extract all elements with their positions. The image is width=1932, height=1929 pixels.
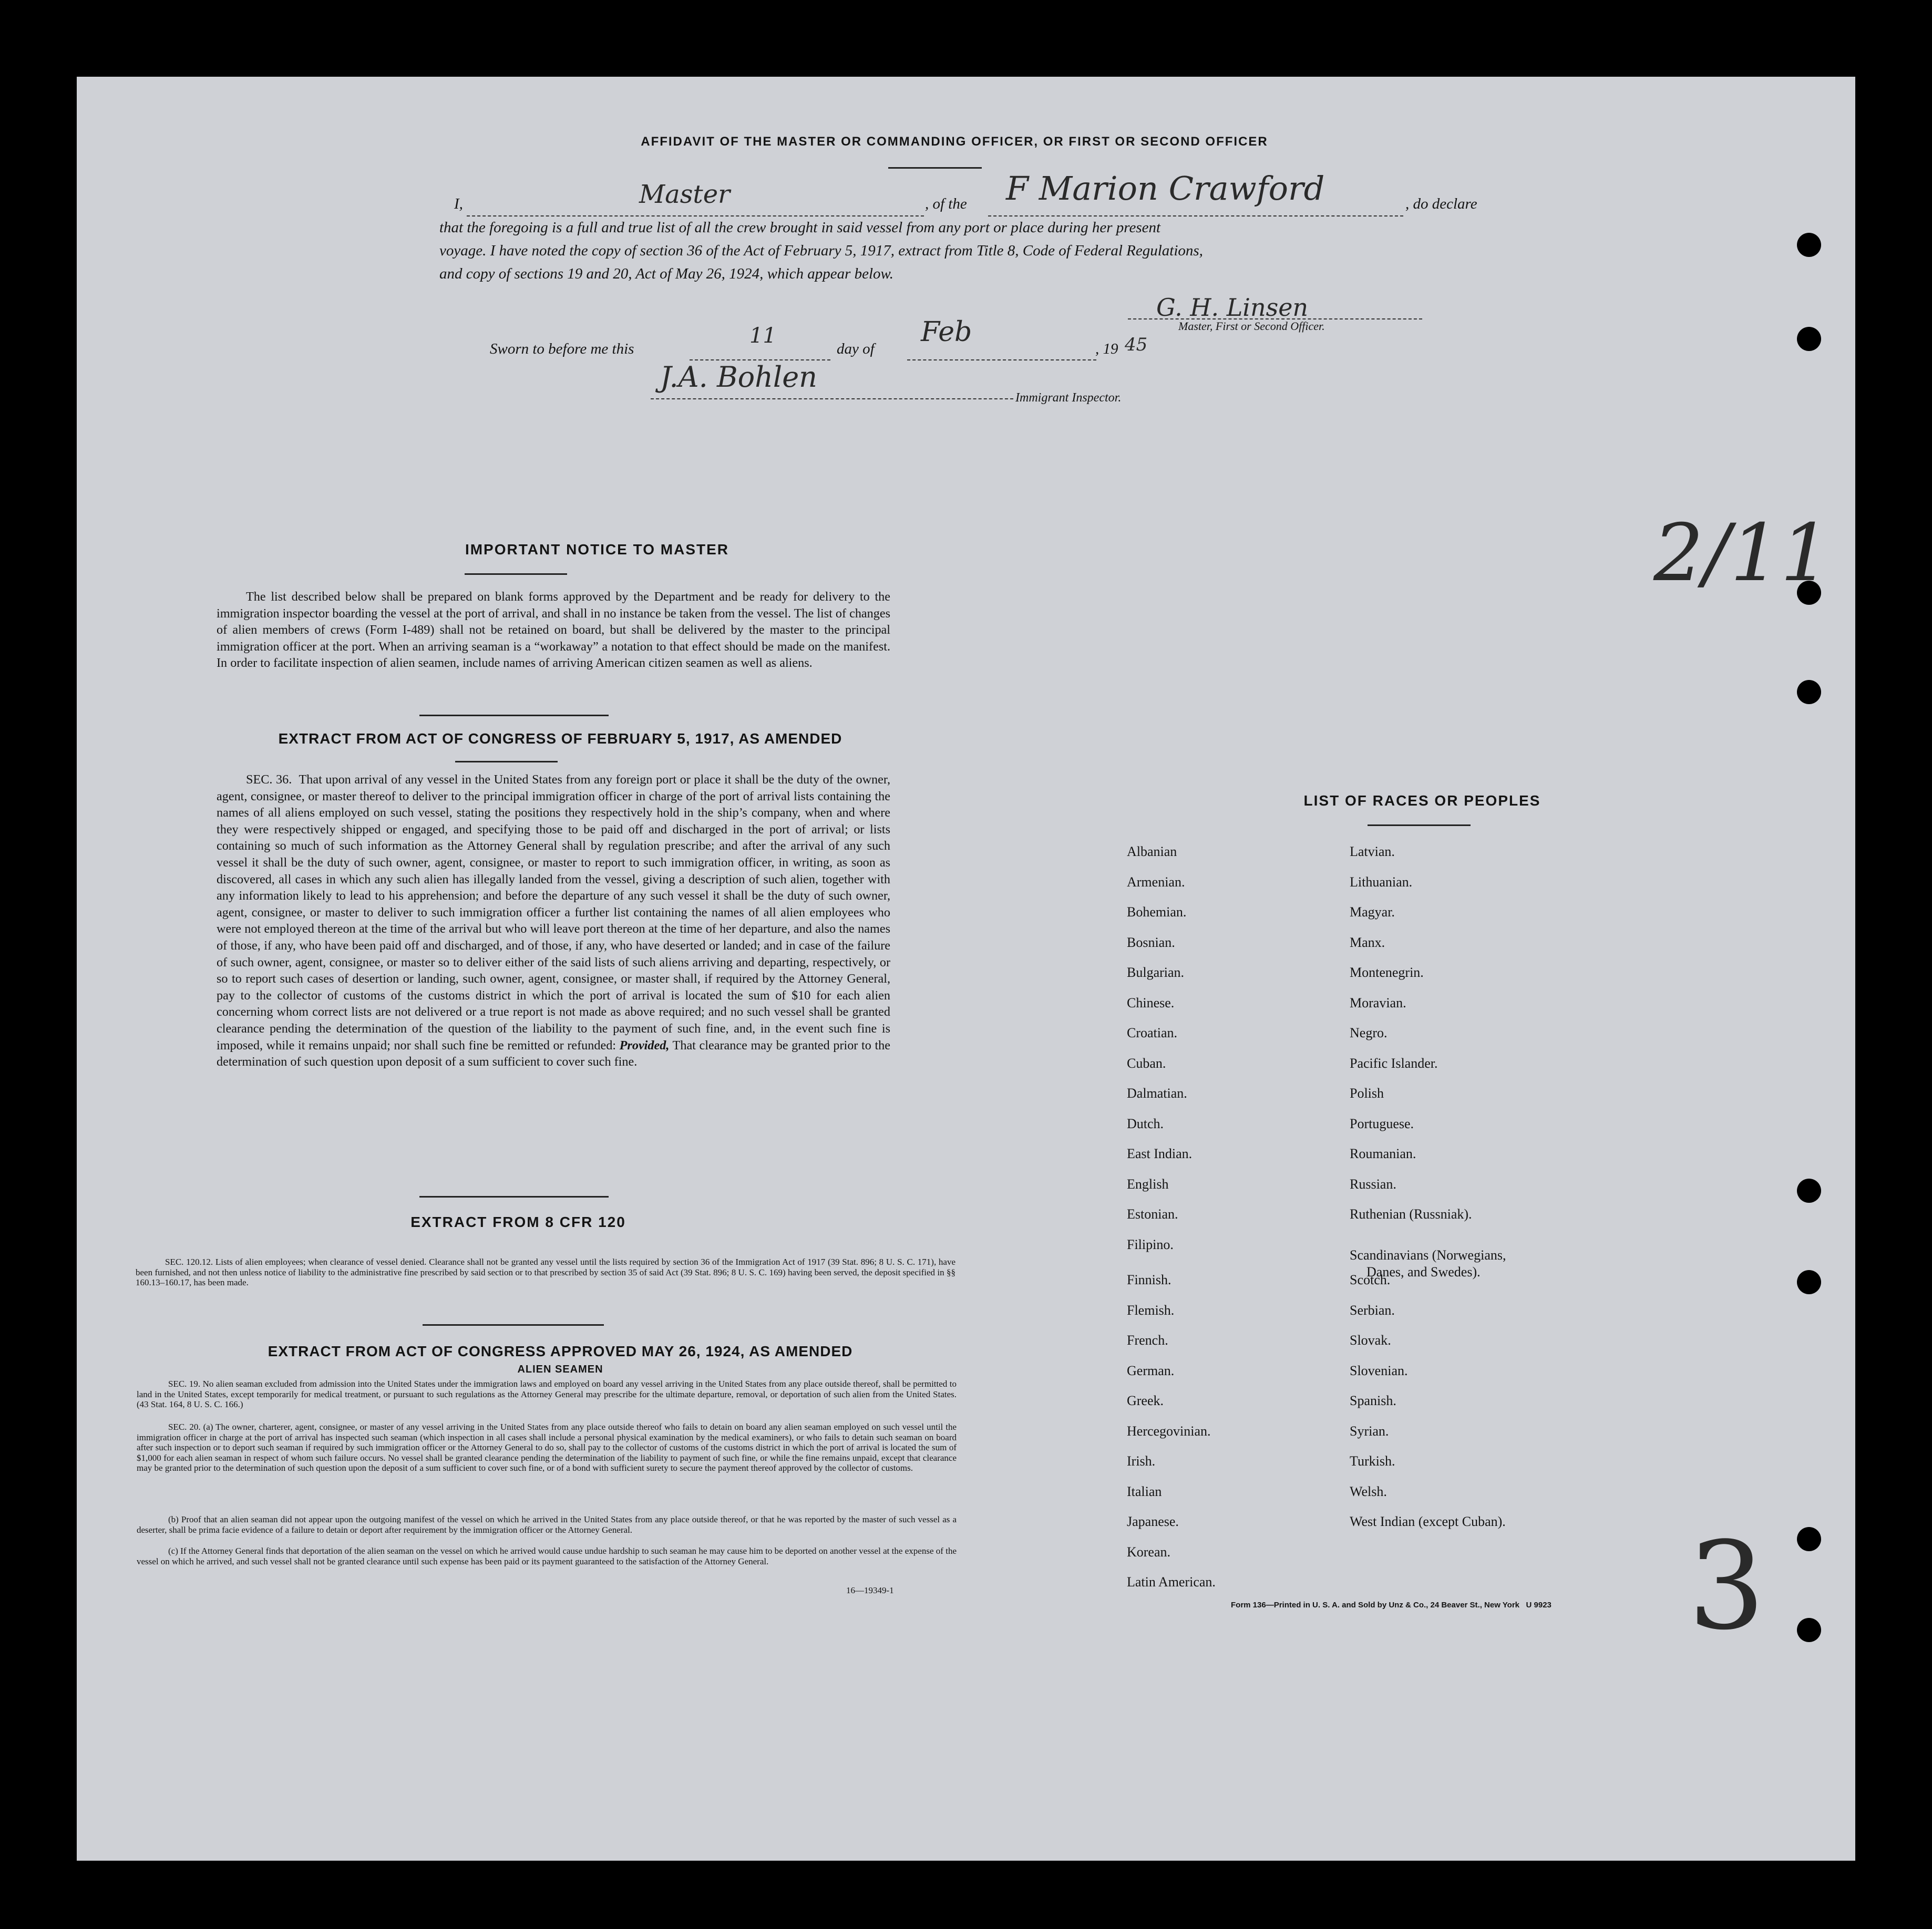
race-item: Dutch. [1127, 1116, 1164, 1131]
race-item: English [1127, 1176, 1169, 1192]
race-item: Scotch. [1350, 1272, 1391, 1287]
race-item: Ruthenian (Russniak). [1350, 1206, 1472, 1222]
document-page [77, 77, 1855, 1861]
extract-1917-title: EXTRACT FROM ACT OF CONGRESS OF FEBRUARY 5, 1917, AS AMENDED [278, 730, 842, 747]
extract-1917-body [217, 771, 890, 1070]
handwritten-rank: Master [639, 180, 731, 209]
race-item: Greek. [1127, 1393, 1164, 1408]
inspector-fill-line [651, 398, 1013, 399]
form-footer: Form 136—Printed in U. S. A. and Sold by Unz & Co., 24 Beaver St., New York U 9923 [1231, 1601, 1551, 1610]
inspector-signature: J.A. Bohlen [660, 360, 817, 394]
divider-rule [423, 1324, 604, 1326]
race-item: Latvian. [1350, 844, 1395, 859]
race-item: Korean. [1127, 1544, 1171, 1560]
race-item: Scandinavians (Norwegians, [1350, 1247, 1506, 1263]
race-item: Turkish. [1350, 1453, 1395, 1469]
title-rule [888, 167, 982, 169]
affidavit-line-3: voyage. I have noted the copy of section 36 of the Act of February 5, 1917, extract from Title 8, Code of Federal Regulations, [439, 242, 1203, 259]
race-item: Pacific Islander. [1350, 1055, 1438, 1071]
cfr-body: SEC. 120.12. Lists of alien employees; when clearance of vessel denied. Clearance shall not be granted any vessel until the lists required by section 36 of the Immigration Act of 1917 (39 Stat. 896; 8 U. S. C. 171), have been furnished, and not then unless notice of liability to the administrative fine prescribed by said section or to that prescribed by section 35 of said Act (39 Stat. 896; 8 U. S. C. 169) having been served, the deposit specified in §§ 160.13–160.17, has been made. [136, 1257, 955, 1288]
race-item: Danes, and Swedes). [1366, 1264, 1481, 1280]
race-item: Moravian. [1350, 995, 1406, 1010]
race-item: Slovak. [1350, 1333, 1391, 1348]
race-item: Dalmatian. [1127, 1086, 1187, 1101]
notice-title: IMPORTANT NOTICE TO MASTER [465, 541, 729, 558]
sec-20a-text: SEC. 20. (a) The owner, charterer, agent, consignee, or master of any vessel arriving in the United States from any place outside thereof who fails to detain on board any alien seaman employed on such vessel until the immigration officer in charge at the port of arrival has inspected such seaman (which inspection in all cases shall include a personal physical examination by the medical examiners), or who fails to detain such seaman on board after such inspection or to deport such seaman if required by such immigration officer or the Attorney General to do so, shall pay to the collector of customs of the customs district in which the port of arrival is located the sum of $1,000 for each alien seaman in respect of whom such failure occurs. No vessel shall be granted clearance pending the determination of the liability to payment of such fine, or while the fine remains unpaid, except that clearance may be granted prior to the determination of such question upon the deposit of a sum sufficient to cover such fine, or of a bond with sufficient surety to secure the payment thereof approved by the collector of customs. [137, 1422, 957, 1473]
race-item: East Indian. [1127, 1146, 1193, 1161]
race-item: Lithuanian. [1350, 874, 1413, 890]
sec-36-tail: That clearance may be granted prior to the determination of such question upon deposit of a sum sufficient to cover such fine. [217, 1038, 890, 1069]
sec-36-label: SEC. 36. [246, 772, 292, 787]
race-item: Irish. [1127, 1453, 1156, 1469]
month-fill-line [907, 359, 1096, 360]
rank-fill-line [467, 215, 924, 216]
race-item: Cuban. [1127, 1055, 1166, 1071]
vessel-fill-line [988, 215, 1403, 216]
race-item: Syrian. [1350, 1423, 1389, 1439]
punch-hole [1797, 1179, 1821, 1203]
divider-rule [419, 1196, 609, 1198]
race-item: Italian [1127, 1483, 1162, 1499]
handwritten-year: 45 [1125, 334, 1148, 355]
race-item: Russian. [1350, 1176, 1396, 1192]
race-item: German. [1127, 1363, 1175, 1378]
punch-hole [1797, 1618, 1821, 1642]
race-item: Chinese. [1127, 995, 1175, 1010]
punch-hole [1797, 1270, 1821, 1294]
race-item: French. [1127, 1333, 1168, 1348]
race-item: Slovenian. [1350, 1363, 1408, 1378]
race-item: Armenian. [1127, 874, 1185, 890]
divider-rule [419, 715, 609, 716]
punch-hole [1797, 327, 1821, 351]
race-item: Portuguese. [1350, 1116, 1414, 1131]
handwritten-vessel-name: F Marion Crawford [1006, 169, 1325, 208]
sec-36-text: That upon arrival of any vessel in the United States from any foreign port or place it shall be the duty of the owner, agent, consignee, or master thereof to deliver to the principal immigration officer in charge of the port of arrival lists containing the names of all aliens employed on such vessel, stating the positions they respectively hold in the ship’s company, when and where they were respectively shipped or engaged, and specifying those to be paid off and discharged in the port of arrival; or lists containing so much of such information as the Attorney General shall by regulation prescribe; and after the arrival of any such vessel it shall be the duty of such owner, agent, consignee, or master to report to such immigration officer, in writing, as soon as discovered, all cases in which any such alien has illegally landed from the vessel, giving a description of such alien, together with any information likely to lead to his apprehension; and before the departure of any such vessel it shall be the duty of such owner, agent, consignee, or master to deliver to such immigration officer a further list containing the names of all alien employees who were not employed thereon at the time of the arrival but who will leave port thereon at the time of her departure, and also the names of those, if any, who have been paid off and discharged, and of those, if any, who have deserted or landed; and in case of the failure of such owner, agent, consignee, or master so to deliver either of the said lists of such aliens arriving and departing, respectively, or so to report such cases of desertion or landing, such owner, agent, consignee, or master shall, if required by the Attorney General, pay to the collector of customs of the customs district in which the port of arrival is located the sum of $10 for each alien concerning whom correct lists are not delivered or a true report is not made as above required; and no such vessel shall be granted clearance pending the determination of the question of the liability to the payment of such fine, and, in the event such fine is imposed, while it remains unpaid; nor shall such fine be remitted or refunded: [217, 772, 890, 1053]
race-item: Negro. [1350, 1025, 1388, 1040]
punch-hole [1797, 233, 1821, 257]
affidavit-of-the: , of the [925, 195, 967, 212]
sec-20c-text: (c) If the Attorney General finds that deportation of the alien seaman on the vessel on which he arrived would cause undue hardship to such seaman he may cause him to be deported on another vessel at the expense of the vessel on which he arrived, and such vessel shall not be granted clearance until such expense has been paid or its payment guaranteed to the satisfaction of the Attorney General. [137, 1546, 957, 1566]
race-item: Serbian. [1350, 1302, 1395, 1318]
sworn-text: Sworn to before me this [490, 341, 634, 357]
race-item: Magyar. [1350, 904, 1395, 920]
race-item: Latin American. [1127, 1574, 1216, 1590]
race-item: Filipino. [1127, 1236, 1174, 1252]
race-item: Bohemian. [1127, 904, 1187, 920]
races-rule [1368, 824, 1471, 826]
affidavit-line-4: and copy of sections 19 and 20, Act of May 26, 1924, which appear below. [439, 265, 893, 282]
affidavit-line-2: that the foregoing is a full and true list of all the crew brought in said vessel from any port or place during her present [439, 219, 1161, 236]
race-item: Roumanian. [1350, 1146, 1416, 1161]
day-of-text: day of [837, 341, 875, 357]
race-item: Estonian. [1127, 1206, 1178, 1222]
race-item: Welsh. [1350, 1483, 1387, 1499]
punch-hole [1797, 680, 1821, 704]
signer-caption: Master, First or Second Officer. [1178, 319, 1325, 333]
race-item: Albanian [1127, 844, 1177, 859]
inspector-caption: Immigrant Inspector. [1015, 391, 1122, 405]
sec-19-text: SEC. 19. No alien seaman excluded from admission into the United States under the immigration laws and employed on board any vessel arriving in the United States from any place outside thereof, shall be permitted to land in the United States, except temporarily for medical treatment, or pursuant to such regulations as the Attorney General may prescribe for the ultimate departure, removal, or deportation of such alien from the United States. (43 Stat. 164, 8 U. S. C. 166.) [137, 1379, 957, 1410]
notice-rule [465, 573, 567, 575]
race-item: Polish [1350, 1086, 1384, 1101]
race-item: West Indian (except Cuban). [1350, 1514, 1506, 1529]
race-item: Croatian. [1127, 1025, 1178, 1040]
sec-20b-text: (b) Proof that an alien seaman did not appear upon the outgoing manifest of the vessel on which he arrived in the United States from any place outside thereof, or that he was reported by the master of such vessel as a deserter, shall be prima facie evidence of a failure to detain or deport after requirement by the immigration officer or the Attorney General. [137, 1514, 957, 1535]
race-item: Montenegrin. [1350, 965, 1424, 980]
master-signature: G. H. Linsen [1156, 293, 1309, 322]
race-item: Hercegovinian. [1127, 1423, 1211, 1439]
act-1924-subtitle: ALIEN SEAMEN [517, 1364, 603, 1375]
punch-hole [1797, 1527, 1821, 1551]
act-1924-title: EXTRACT FROM ACT OF CONGRESS APPROVED MAY 26, 1924, AS AMENDED [268, 1343, 853, 1359]
race-item: Bosnian. [1127, 934, 1175, 950]
affidavit-do-declare: , do declare [1405, 195, 1477, 212]
race-item: Spanish. [1350, 1393, 1396, 1408]
race-item: Manx. [1350, 934, 1385, 950]
margin-note: 2/11 [1653, 508, 1831, 599]
form-code: 16—19349-1 [846, 1585, 894, 1595]
handwritten-day: 11 [749, 324, 776, 348]
extract-1917-rule [455, 761, 558, 762]
handwritten-month: Feb [921, 316, 972, 348]
race-item: Japanese. [1127, 1514, 1179, 1529]
race-item: Finnish. [1127, 1272, 1171, 1287]
affidavit-title: AFFIDAVIT OF THE MASTER OR COMMANDING OFFICER, OR FIRST OR SECOND OFFICER [641, 135, 1268, 149]
notice-body: The list described below shall be prepared on blank forms approved by the Department and be ready for delivery to the immigration inspector boarding the vessel at the port of arrival, and shall in no instance be taken from the vessel. The list of changes of alien members of crews (Form I-489) shall not be retained on board, but shall be delivered by the master to the principal immigration officer at the port. When an arriving seaman is a “workaway” a notation to that effect should be made on the manifest. In order to facilitate inspection of alien seamen, include names of arriving American citizen seamen as well as aliens. [217, 590, 890, 670]
cfr-title: EXTRACT FROM 8 CFR 120 [410, 1214, 626, 1230]
affidavit-i: I, [454, 195, 463, 212]
race-item: Flemish. [1127, 1302, 1175, 1318]
races-title: LIST OF RACES OR PEOPLES [1303, 792, 1541, 809]
page-number: 3 [1688, 1517, 1765, 1657]
provided-term: Provided, [619, 1038, 670, 1053]
race-item: Bulgarian. [1127, 965, 1185, 980]
year-prefix: , 19 [1095, 341, 1118, 357]
